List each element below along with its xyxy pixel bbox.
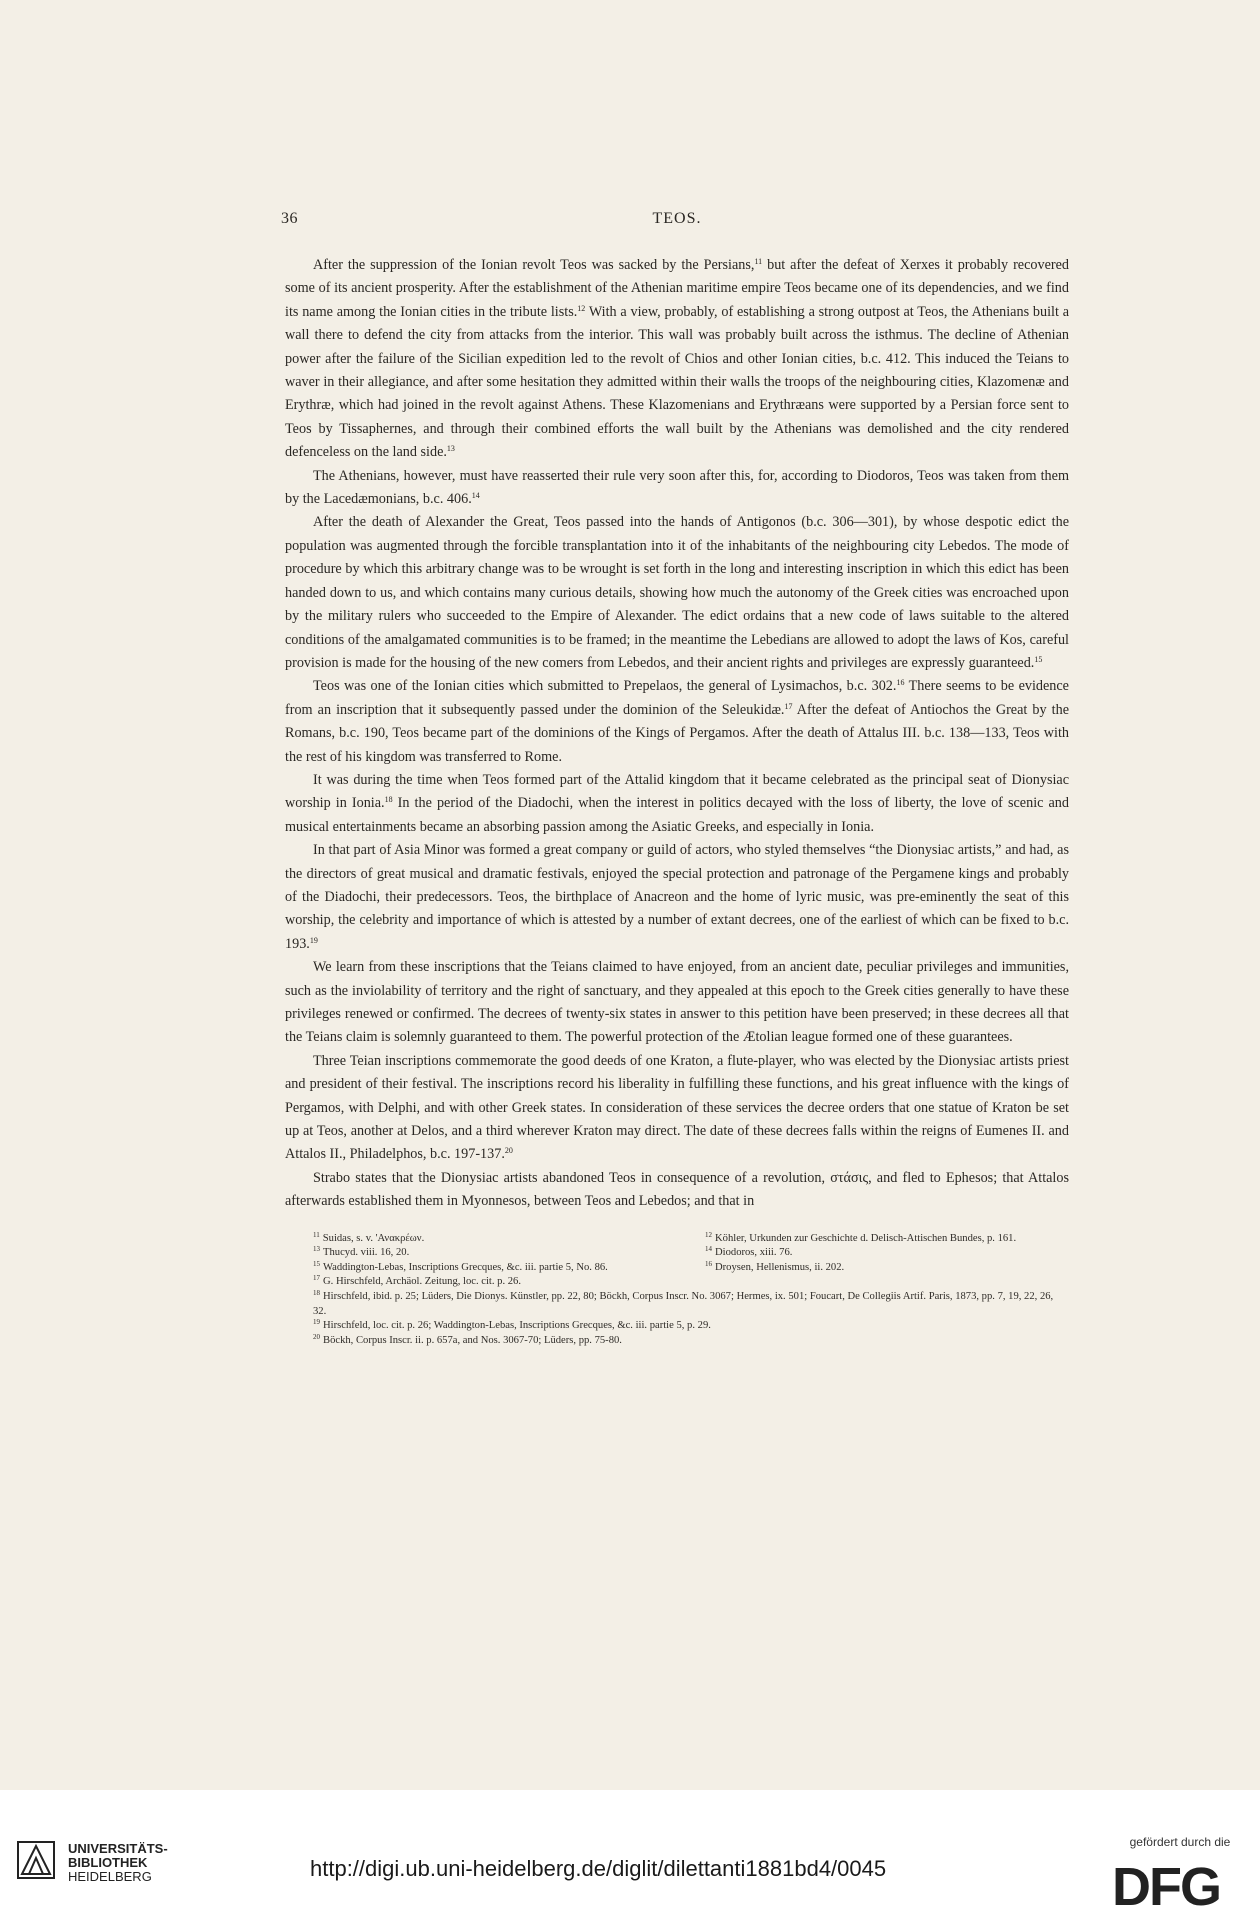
footnote-row	[285, 1232, 1069, 1247]
footnote-reference: 18	[384, 795, 393, 805]
footnote-text: Köhler, Urkunden zur Geschichte d. Delisch-Attischen Bundes, p. 161.	[715, 1232, 1017, 1244]
body-text	[285, 254, 1069, 1214]
footnote-row	[285, 1246, 1069, 1261]
page-number: 36	[281, 210, 298, 227]
footnote-number: 15	[313, 1259, 320, 1268]
paragraph-text: Teos was one of the Ionian cities which submitted to Prepelaos, the general of Lysimachos, b.c. 302.	[313, 678, 897, 695]
paragraph	[285, 465, 1069, 512]
footnote-number: 16	[705, 1259, 712, 1268]
paragraph-text: In that part of Asia Minor was formed a great company or guild of actors, who styled themselves “the Dionysiac artists,” and had, as the directors of great musical and dramatic festivals, enjoyed the special protection and patronage of the Pergamene kings and probably of the Diadochi, their predecessors. Teos, the birthplace of Anacreon and the home of lyric music, was pre-eminently the seat of this worship, the celebrity and importance of which is attested by a number of extant decrees, one of the earliest of which can be fixed to b.c. 193.	[285, 842, 1069, 952]
paragraph-text: The Athenians, however, must have reasserted their rule very soon after this, for, according to Diodoros, Teos was taken from them by the Lacedæmonians, b.c. 406.	[285, 467, 1069, 508]
paragraph	[285, 675, 1069, 769]
footnote-number: 19	[313, 1318, 320, 1327]
footnote-reference: 19	[309, 935, 318, 945]
university-library-name	[68, 1842, 168, 1884]
footnote-number: 11	[313, 1230, 320, 1239]
footnote-reference: 20	[504, 1146, 513, 1156]
footnote	[677, 1246, 1069, 1261]
dfg-logo: DFG	[1112, 1857, 1220, 1917]
paragraph-text: In the period of the Diadochi, when the interest in politics decayed with the loss of liberty, the love of scenic and musical entertainments became an absorbing passion among the Asiatic Greeks, and especially in Ionia.	[285, 795, 1069, 835]
paragraph	[285, 769, 1069, 839]
paragraph-text: but after the defeat of Xerxes it probably recovered some of its ancient prosperity. After the establishment of the Athenian maritime empire Teos became one of its dependencies, and we find its name among the Ionian cities in the tribute lists.	[285, 257, 1069, 320]
footnotes	[285, 1232, 1069, 1349]
footnote-number: 17	[313, 1274, 320, 1283]
paragraph	[285, 1050, 1069, 1167]
paragraph-text: After the suppression of the Ionian revolt Teos was sacked by the Persians,	[313, 257, 755, 273]
paragraph	[285, 511, 1069, 675]
library-name-line-2: BIBLIOTHEK	[68, 1855, 148, 1870]
funding-caption: gefördert durch die	[1129, 1835, 1231, 1849]
footnote-reference: 15	[1034, 654, 1043, 664]
footnote-text: G. Hirschfeld, Archäol. Zeitung, loc. cit. p. 26.	[323, 1276, 521, 1288]
footnote-number: 13	[313, 1245, 320, 1254]
footnote-number: 18	[313, 1289, 320, 1298]
paragraph-text: After the defeat of Antiochos the Great by the Romans, b.c. 190, Teos became part of the dominions of the Kings of Pergamos. After the death of Attalus III. b.c. 138—133, Teos with the rest of his kingdom was transferred to Rome.	[285, 701, 1069, 765]
footnote	[285, 1232, 677, 1247]
footnote-number: 14	[705, 1245, 712, 1254]
paragraph-text: We learn from these inscriptions that the Teians claimed to have enjoyed, from an ancient date, peculiar privileges and immunities, such as the inviolability of territory and the right of sanctuary, and they appealed at this epoch to the Greek cities generally to have these privileges renewed or confirmed. The decrees of twenty-six states in answer to this petition have been preserved; in these decrees all that the Teians claim is solemnly guaranteed to them. The powerful protection of the Ætolian league formed one of these guarantees.	[285, 959, 1069, 1046]
footnote-text: Diodoros, xiii. 76.	[715, 1247, 793, 1259]
footnote-number: 20	[313, 1332, 320, 1341]
university-library-logo-icon	[14, 1838, 58, 1882]
paragraph-text: There seems to be evidence from an inscription that it subsequently passed under the dominion of the Seleukidæ.	[285, 678, 1069, 718]
footnote-row	[285, 1261, 1069, 1276]
paragraph-text: Three Teian inscriptions commemorate the good deeds of one Kraton, a flute-player, who was elected by the Dionysiac artists priest and president of their festival. The inscriptions record his liberality in fulfilling these functions, and his great influence with the kings of Pergamos, with Delphi, and with other Greek states. In consideration of these services the decree orders that one statue of Kraton be set up at Teos, another at Delos, and a third wherever Kraton may direct. The date of these decrees falls within the reigns of Eumenes II. and Attalos II., Philadelphos, b.c. 197-137.	[285, 1052, 1069, 1163]
library-name-line-1: UNIVERSITÄTS-	[68, 1841, 168, 1856]
paragraph-text: With a view, probably, of establishing a strong outpost at Teos, the Athenians built a wall there to defend the city from attacks from the interior. This wall was probably built across the isthmus. The decline of Athenian power after the failure of the Sicilian expedition led to the revolt of Chios and other Ionian cities, b.c. 412. This induced the Teians to waver in their allegiance, and after some hesitation they admitted within their walls the troops of the neighbouring cities, Klazomenæ and Erythræ, which had joined in the revolt against Athens. These Klazomenians and Erythræans were supported by a Persian force sent to Teos by Tissaphernes, and through their combined efforts the wall built by the Athenians was demolished and the city rendered defenceless on the land side.	[285, 303, 1070, 461]
footnote-number: 12	[705, 1230, 712, 1239]
footnote-reference: 13	[446, 444, 455, 454]
footnote-text: Thucyd. viii. 16, 20.	[323, 1247, 410, 1259]
footnote	[285, 1290, 1069, 1319]
library-name-line-3: HEIDELBERG	[68, 1869, 152, 1884]
footnote-reference: 12	[577, 303, 586, 313]
footnote	[285, 1334, 1069, 1349]
footnote-text: Hirschfeld, loc. cit. p. 26; Waddington-Lebas, Inscriptions Grecques, &c. iii. partie 5, p. 29.	[323, 1320, 711, 1332]
paragraph	[285, 839, 1069, 956]
paragraph-text: After the death of Alexander the Great, Teos passed into the hands of Antigonos (b.c. 306—301), by whose despotic edict the population was augmented through the forcible transplantation into it of the inhabitants of the neighbouring city Lebedos. The mode of procedure by which this arbitrary change was to be wrought is set forth in the long and interesting inscription in which this edict has been handed down to us, and which contains many curious details, showing how much the autonomy of the Greek cities was encroached upon by the military rulers who succeeded to the Empire of Alexander. The edict ordains that a new code of laws suitable to the altered conditions of the amalgamated communities is to be framed; in the meantime the Lebedians are allowed to adopt the laws of Kos, careful provision is made for the housing of the new comers from Lebedos, and their ancient rights and privileges are expressly guaranteed.	[285, 514, 1069, 671]
footnote-text: Hirschfeld, ibid. p. 25; Lüders, Die Dionys. Künstler, pp. 22, 80; Böckh, Corpus Inscr. No. 3067; Hermes, ix. 501; Foucart, De Collegiis Artif. Paris, 1873, pp. 7, 19, 22, 26, 32.	[313, 1291, 1054, 1317]
paragraph	[285, 1167, 1069, 1214]
footnote-text: Suidas, s. v. 'Ανακρέων.	[322, 1232, 425, 1244]
running-title: TEOS.	[652, 210, 702, 227]
footnote	[677, 1232, 1069, 1247]
page-header	[281, 210, 1069, 232]
footnote	[285, 1261, 677, 1276]
paragraph	[285, 956, 1069, 1050]
footnote	[285, 1275, 1069, 1290]
footnote	[677, 1261, 1069, 1276]
digitization-footer	[0, 1790, 1260, 1915]
footnote-reference: 11	[754, 257, 763, 266]
footnote-reference: 17	[784, 701, 793, 711]
permalink-url[interactable]: http://digi.ub.uni-heidelberg.de/diglit/dilettanti1881bd4/0045	[310, 1856, 887, 1881]
paragraph	[285, 254, 1069, 465]
footnote	[285, 1319, 1069, 1334]
footnote	[285, 1246, 677, 1261]
footnote-text: Droysen, Hellenismus, ii. 202.	[715, 1261, 845, 1273]
footnote-reference: 16	[896, 678, 905, 688]
footnote-text: Böckh, Corpus Inscr. ii. p. 657a, and Nos. 3067-70; Lüders, pp. 75-80.	[323, 1334, 622, 1346]
paragraph-text: It was during the time when Teos formed part of the Attalid kingdom that it became celebrated as the principal seat of Dionysiac worship in Ionia.	[285, 771, 1069, 812]
paragraph-text: Strabo states that the Dionysiac artists abandoned Teos in consequence of a revolution, στάσις, and fled to Ephesos; that Attalos afterwards established them in Myonnesos, between Teos and Lebedos; and that in	[285, 1169, 1069, 1210]
footnote-reference: 14	[471, 491, 480, 501]
page-content	[281, 210, 1070, 1348]
footnote-text: Waddington-Lebas, Inscriptions Grecques, &c. iii. partie 5, No. 86.	[323, 1261, 608, 1273]
